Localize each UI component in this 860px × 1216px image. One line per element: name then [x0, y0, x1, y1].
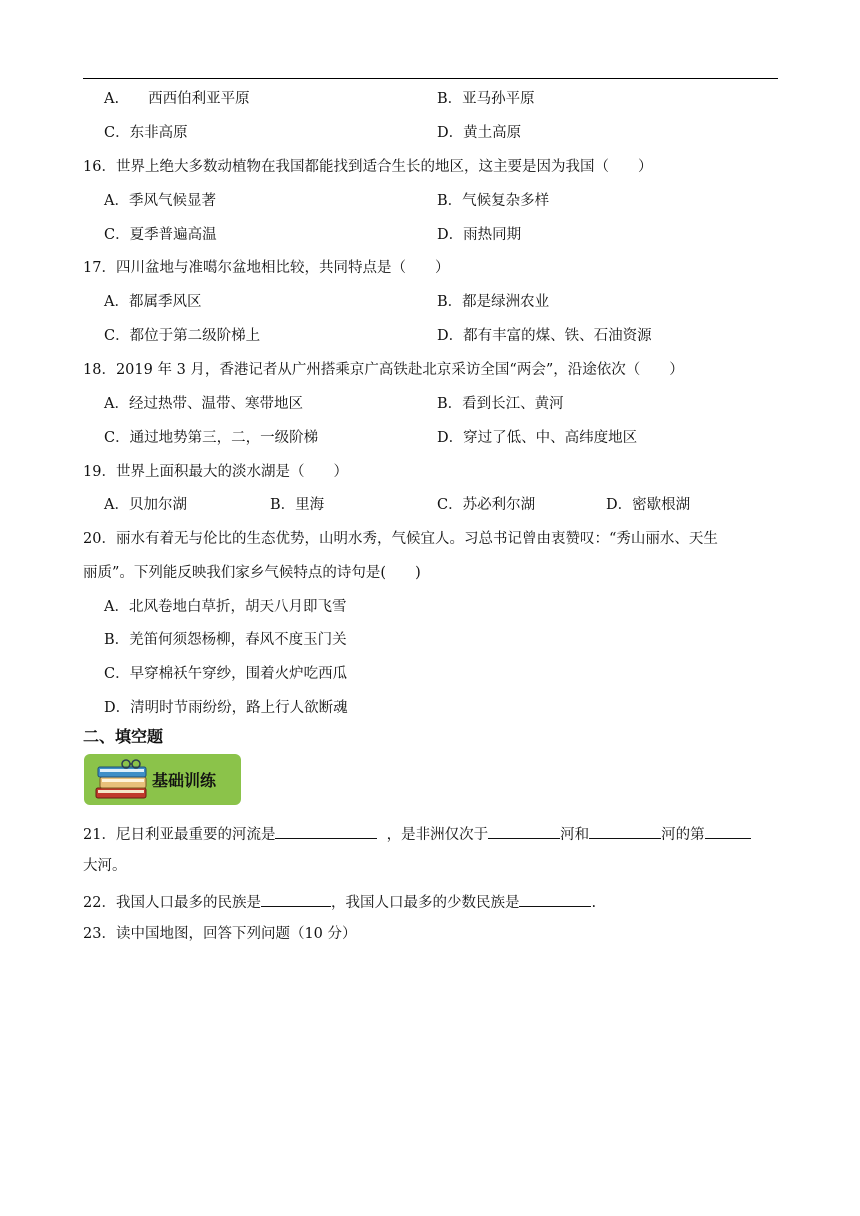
q21-text-4: 河的第	[661, 827, 705, 843]
q22-text-2: ，我国人口最多的少数民族是	[330, 895, 520, 911]
q21-blank-1[interactable]	[275, 822, 377, 839]
q16-option-b: B．气候复杂多样	[437, 193, 550, 209]
q18-option-c: C．通过地势第三，二，一级阶梯	[104, 430, 319, 446]
q19-stem: 19．世界上面积最大的淡水湖是（ ）	[83, 464, 348, 480]
q22-text-1: 22．我国人口最多的民族是	[83, 895, 261, 911]
q22-line	[83, 890, 596, 913]
q22-blank-2[interactable]	[519, 890, 591, 907]
q19-option-a: A．贝加尔湖	[104, 497, 187, 513]
q16-option-a: A．季风气候显著	[104, 193, 216, 209]
q19-option-d: D．密歇根湖	[606, 497, 691, 513]
q17-stem: 17．四川盆地与准噶尔盆地相比较，共同特点是（ ）	[83, 260, 450, 276]
q21-text-1: 21．尼日利亚最重要的河流是	[83, 827, 276, 843]
q15-option-c: C．东非高原	[104, 125, 188, 141]
q17-option-c: C．都位于第二级阶梯上	[104, 328, 261, 344]
basic-training-badge	[84, 754, 241, 805]
q20-option-a: A．北风卷地白草折，胡天八月即飞雪	[104, 599, 347, 615]
q15-option-d: D．黄土高原	[437, 125, 522, 141]
q17-option-d: D．都有丰富的煤、铁、石油资源	[437, 328, 652, 344]
q21-text-3: 河和	[560, 827, 590, 843]
q15-option-a: A. 西西伯利亚平原	[104, 91, 250, 107]
q21-text-2: ，是非洲仅次于	[386, 827, 489, 843]
q15-option-b: B．亚马孙平原	[437, 91, 535, 107]
q18-option-a: A．经过热带、温带、寒带地区	[104, 396, 303, 412]
q20-stem-line2: 丽质”。下列能反映我们家乡气候特点的诗句是( )	[83, 565, 421, 581]
q18-option-d: D．穿过了低、中、高纬度地区	[437, 430, 638, 446]
q20-option-c: C．早穿棉袄午穿纱，围着火炉吃西瓜	[104, 666, 348, 682]
q21-line1	[83, 822, 751, 845]
q19-option-b: B．里海	[270, 497, 325, 513]
q17-option-a: A．都属季风区	[104, 294, 202, 310]
books-icon	[92, 758, 154, 802]
q21-line2: 大河。	[83, 858, 127, 874]
q20-stem-line1: 20．丽水有着无与伦比的生态优势，山明水秀，气候宜人。习总书记曾由衷赞叹：“秀山丽水、天生	[83, 531, 718, 547]
q16-stem: 16．世界上绝大多数动植物在我国都能找到适合生长的地区，这主要是因为我国（ ）	[83, 159, 653, 175]
q18-option-b: B．看到长江、黄河	[437, 396, 564, 412]
q20-option-d: D．清明时节雨纷纷，路上行人欲断魂	[104, 700, 348, 716]
q23-stem: 23．读中国地图，回答下列问题（10 分）	[83, 926, 357, 942]
header-rule	[83, 78, 778, 79]
q19-option-c: C．苏必利尔湖	[437, 497, 536, 513]
q16-option-c: C．夏季普遍高温	[104, 227, 217, 243]
q22-text-3: .	[591, 895, 597, 911]
q18-stem: 18．2019 年 3 月，香港记者从广州搭乘京广高铁赴北京采访全国“两会”，沿途依次（ ）	[83, 362, 684, 378]
q21-blank-2[interactable]	[488, 822, 560, 839]
q21-blank-4[interactable]	[705, 822, 751, 839]
section-title: 二、填空题	[83, 727, 164, 746]
q20-option-b: B．羌笛何须怨杨柳，春风不度玉门关	[104, 632, 347, 648]
q17-option-b: B．都是绿洲农业	[437, 294, 550, 310]
q21-blank-3[interactable]	[589, 822, 661, 839]
q22-blank-1[interactable]	[261, 890, 331, 907]
q16-option-d: D．雨热同期	[437, 227, 522, 243]
badge-label: 基础训练	[152, 771, 217, 790]
